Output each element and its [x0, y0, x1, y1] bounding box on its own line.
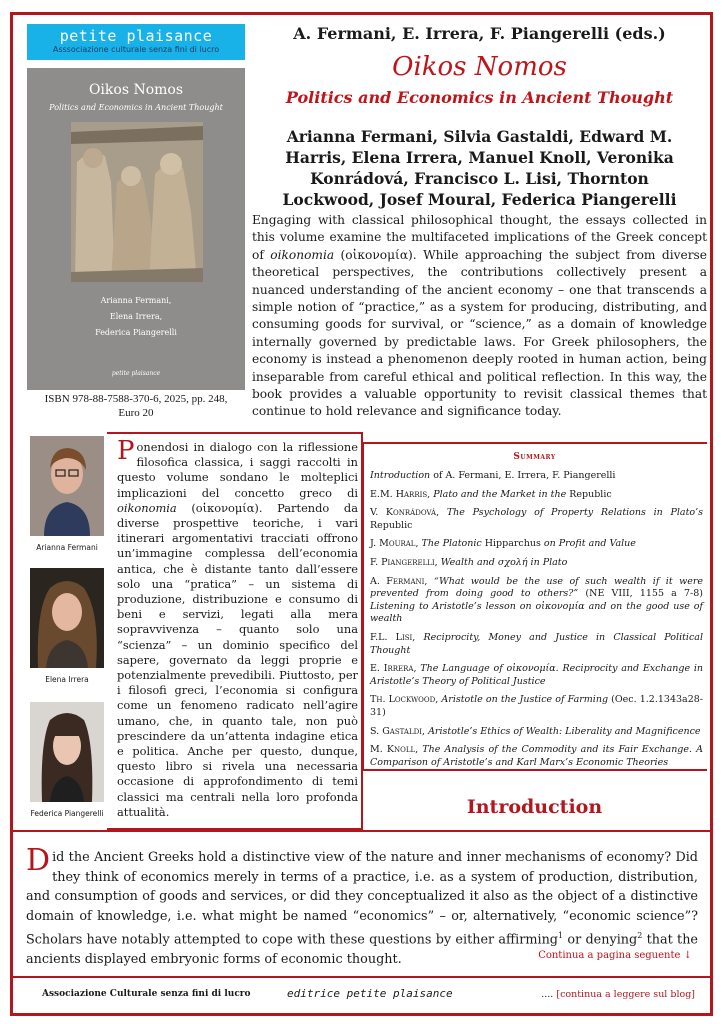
footer-blog: .... [continua a leggere sul blog]	[541, 989, 695, 1000]
isbn-line: ISBN 978-88-7588-370-6, 2025, pp. 248,	[44, 393, 228, 405]
continue-link[interactable]: Continua a pagina seguente ↓	[538, 950, 692, 961]
portrait-caption: Federica Piangerelli	[30, 809, 104, 818]
book-subtitle: Politics and Economics in Ancient Thought	[285, 88, 674, 107]
price: Euro 20	[118, 407, 154, 419]
arrow-down-icon: ↓	[683, 950, 692, 961]
portrait-federica-piangerelli	[30, 702, 104, 818]
summary-title: Summary	[513, 452, 556, 462]
photo-federica-piangerelli	[30, 702, 104, 802]
summary-entry: V. Konrádová, The Psychology of Property Relations in Plato’s Republic	[370, 507, 704, 531]
introduction-text: Did the Ancient Greeks hold a distinctive view of the nature and inner mechanisms of economy? Did they think of economics merely in terms of a practice, i.e. as a system of production, distribution, and consumption of goods and services, or did they conceptualized it also as the object of a distinctive domain of knowledge, i.e. what might be named “economics” – or, alternatively, “economic science”? Scholars have notably attempted to cope with these questions by either affirming$^1$ or denying$^2$ that the ancients displayed embryonic forms of economic thought.	[26, 843, 699, 967]
summary-entry: E. Irrera, The Language of οἰκονομία. Reciprocity and Exchange in Aristotle’s Theory of Political Justice	[370, 663, 703, 687]
cover-publisher-mark: petite plaisance	[111, 370, 161, 377]
intro-dropcap: D	[26, 843, 51, 878]
isbn-info	[27, 392, 245, 420]
cover-title: Oikos Nomos	[88, 82, 184, 98]
contributors: Arianna Fermani, Silvia Gastaldi, Edward M. Harris, Elena Irrera, Manuel Knoll, Veronika Konrádová, Francisco L. Lisi, Thornton Lockwood, Josef Moural, Federica Piangerelli	[282, 127, 677, 209]
cover-authors: Arianna Fermani, Elena Irrera, Federica Piangerelli	[95, 296, 177, 337]
summary-entry: M. Knoll, The Analysis of the Commodity and its Fair Exchange. A Comparison of Aristotle’s and Karl Marx’s Economic Theories	[370, 744, 704, 768]
english-abstract: Engaging with classical philosophical thought, the essays collected in this volume examine the multifaceted implications of the Greek concept of oikonomia (οἰκονομία). While approaching the subject from diverse theoretical perspectives, the contributions collectively present a nuanced understanding of the ancient economy – one that transcends a simple notion of “practice,” as a system for producing, distributing, and consuming goods for survival, or “science,” as a domain of knowledge internally governed by predictable laws. For Greek philosophers, the economy is instead a phenomenon deeply rooted in human action, being inseparable from careful ethical and political reflection. In this way, the book provides a valuable opportunity to revisit classical themes that continue to hold relevance and significance today.	[252, 213, 707, 419]
italian-abstract: Ponendosi in dialogo con la riflessione filosofica classica, i saggi raccolti in questo volume sondano le molteplici implicazioni del concetto greco di oikonomia (οἰκονομία). Partendo da diverse prospettive teoriche, i vari itinerari argomentativi tracciati offrono un’immagine complessa dell’economia antica, che è distante tanto dall’essere solo una “pratica” – un sistema di produzione, distribuzione e consumo di beni e servizi, legati alla mera sopravvivenza – quanto solo una “scienza” – un dominio specifico del sapere, governato da leggi proprie e potenzialmente prevedibili. Piuttosto, per i filosofi greci, l’economia si configura come un fenomeno radicato nell’agire umano, che, in quanto tale, non può prescindere da un’attenta indagine etica e politica. Anche per questo, dunque, questo libro si rivela una necessaria occasione di approfondimento di temi classici ma centrali nella loro profonda attualità.	[117, 436, 358, 819]
summary-entry: S. Gastaldi, Aristotle’s Ethics of Wealth: Liberality and Magnificence	[370, 725, 701, 737]
summary-entry: E.M. Harris, Plato and the Market in the Republic	[370, 488, 612, 500]
summary-list	[370, 470, 703, 775]
publisher-name: petite plaisance	[59, 27, 213, 45]
footer-publisher: editrice petite plaisance	[287, 987, 453, 1000]
footer-association: Associazione Culturale senza fini di lucro	[42, 989, 251, 999]
portrait-caption: Arianna Fermani	[36, 543, 98, 552]
summary-entry: F.L. Lisi, Reciprocity, Money and Justice in Classical Political Thought	[370, 631, 703, 656]
relief-sculpture-image	[71, 122, 203, 282]
summary-entry: F. Piangerelli, Wealth and σχολή in Plato	[370, 556, 568, 568]
introduction-heading: Introduction	[466, 796, 603, 818]
summary-entry: Introduction of A. Fermani, E. Irrera, F. Piangerelli	[370, 470, 616, 481]
portrait-elena-irrera	[30, 568, 104, 684]
book-cover	[27, 68, 245, 390]
photo-arianna-fermani	[30, 436, 104, 536]
book-title: Oikos Nomos	[392, 52, 567, 82]
summary-entry: Th. Lockwood, Aristotle on the Justice of Farming (Oec. 1.2.1343a28-31)	[370, 694, 704, 718]
italian-dropcap: P	[117, 436, 135, 466]
divider-footer	[13, 976, 710, 978]
divider-intro	[13, 830, 710, 832]
read-more-blog-link[interactable]: [continua a leggere sul blog]	[556, 989, 695, 1000]
cover-subtitle: Politics and Economics in Ancient Thought	[49, 103, 223, 112]
photo-elena-irrera	[30, 568, 104, 668]
portrait-arianna-fermani	[30, 436, 104, 552]
summary-entry: J. Moural, The Platonic Hipparchus on Profit and Value	[370, 538, 636, 550]
editors: A. Fermani, E. Irrera, F. Piangerelli (eds.)	[293, 24, 666, 43]
publisher-logo[interactable]	[27, 24, 245, 60]
summary-entry: A. Fermani, “What would be the use of such wealth if it were prevented from doing good to others?” (NE VIII, 1155 a 7-8) Listening to Aristotle’s lesson on οἰκονομία and on the good use of wealth	[370, 575, 703, 625]
portrait-caption: Elena Irrera	[45, 675, 89, 684]
publisher-tagline: Asssociazione culturale senza fini di lucro	[52, 45, 220, 54]
